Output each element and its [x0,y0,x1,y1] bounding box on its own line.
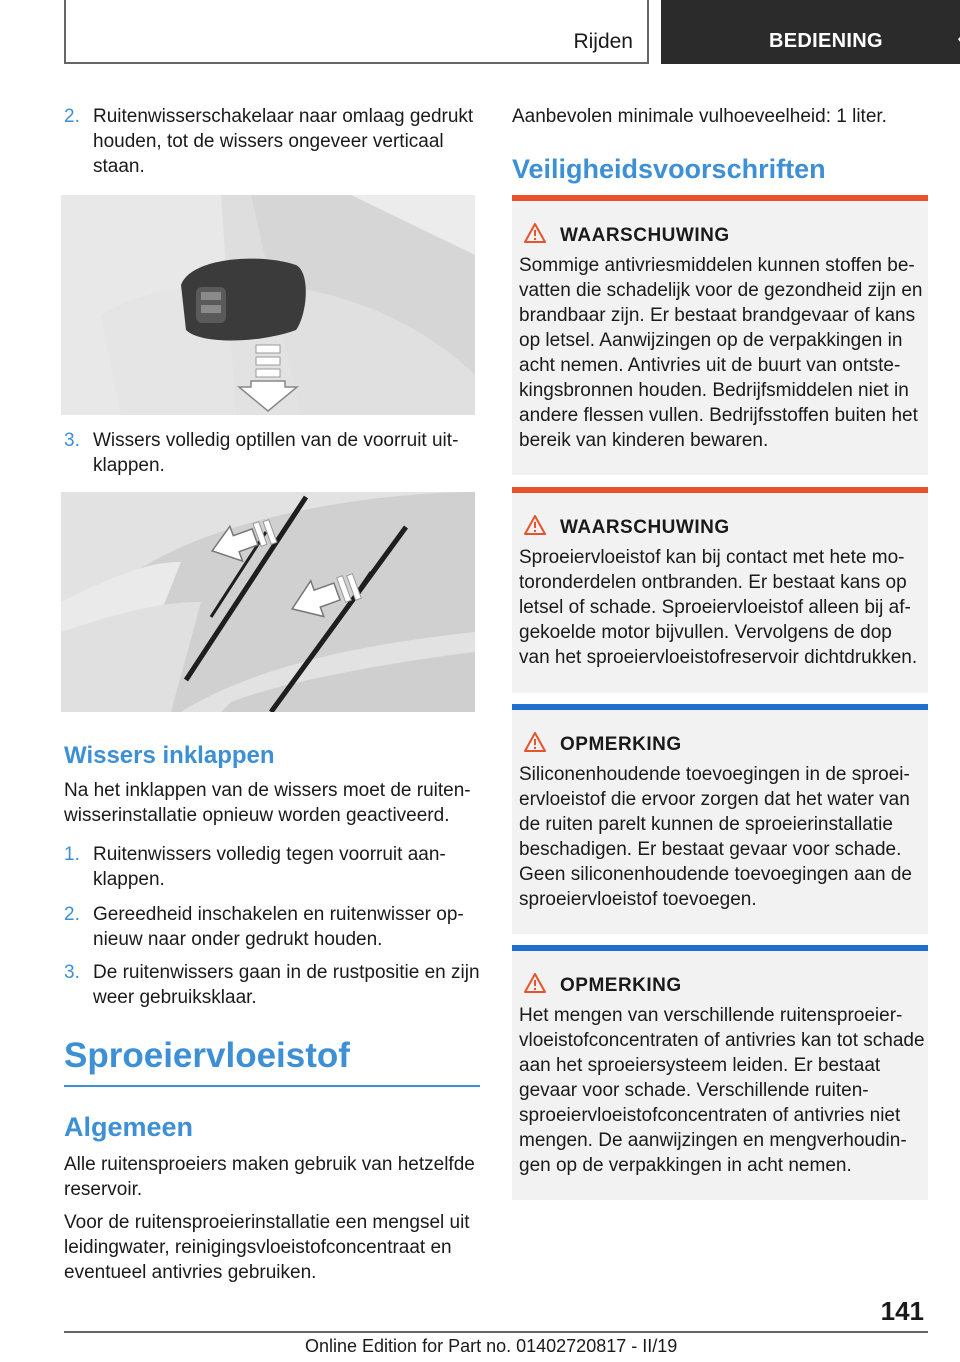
wipers-raised-figure [61,492,475,712]
wissers-intro-text: Na het inklappen van de wissers moet de ruitenwisserinstallatie opnieuw worden geactiveerd. [64,780,471,826]
notice-box [512,704,928,934]
warning-triangle-icon [524,973,546,993]
warning-text: Sproeiervloeistof kan bij contact met hete motoronderdelen ontbranden. Er bestaat kans op letsel of schade. Sproeiervloeistof alleen bij afgekoelde motor bijvullen. Vervolgens de dop van het sproeiervloeistofreservoir dichtdrukken. [519,547,918,668]
warning-box [512,195,928,475]
notice-bar [512,704,928,710]
step-number: 2. [64,106,80,127]
warning-title: WAARSCHUWING [560,517,730,538]
wissers-inklappen-heading: Wissers inklappen [64,742,275,769]
notice-text: Siliconenhoudende toevoegingen in de sproeiervloeistof die ervoor zorgen dat het water van de ruiten parelt kunnen de sproeierinstallatie beschadigen. Er bestaat gevaar voor schade. Geen siliconenhoudende toevoegingen aan de sproeiervloeistof toevoegen. [519,764,912,910]
header-chapter-label: BEDIENING [769,30,883,52]
step-text: De ruitenwissers gaan in de rustpositie en zijn weer gebruiksklaar. [93,962,480,1008]
step-number: 2. [64,904,80,925]
notice-bar [512,945,928,951]
step-text: Wissers volledig optillen van de voorruit uitklappen. [93,430,459,476]
footer-rule [64,1331,928,1333]
notice-title: OPMERKING [560,734,682,755]
safety-heading: Veiligheidsvoorschriften [512,154,826,184]
algemeen-heading: Algemeen [64,1112,194,1142]
footer-edition: Online Edition for Part no. 01402720817 - II/19 [305,1336,678,1356]
step-text: Ruitenwisserschakelaar naar omlaag gedrukt houden, tot de wissers ongeveer verticaal staan. [93,106,474,177]
step-number: 1. [64,844,80,865]
algemeen-paragraph: Alle ruitensproeiers maken gebruik van hetzelfde reservoir. [64,1154,475,1200]
header-section-label: Rijden [573,30,633,53]
warning-bar [512,487,928,493]
min-fill-text: Aanbevolen minimale vulhoeveelheid: 1 liter. [512,106,887,127]
header-section-tab [64,0,649,64]
notice-box [512,945,928,1200]
warning-bar [512,195,928,201]
algemeen-paragraph: Voor de ruitensproeierinstallatie een mengsel uit leidingwater, reinigingsvloeistofconcentraat en eventueel antivries gebruiken. [64,1212,470,1283]
warning-triangle-icon [524,223,546,243]
step-number: 3. [64,430,80,451]
header-chapter-tab [661,0,960,64]
section-title: Sproeiervloeistof [64,1036,350,1075]
warning-title: WAARSCHUWING [560,225,730,246]
warning-triangle-icon [524,732,546,752]
page-number: 141 [880,1296,924,1326]
wiper-switch-figure [61,195,475,415]
notice-title: OPMERKING [560,975,682,996]
step-text: Ruitenwissers volledig tegen voorruit aanklappen. [93,844,446,890]
warning-text: Sommige antivriesmiddelen kunnen stoffen bevatten die schadelijk voor de gezondheid zijn en brandbaar zijn. Er bestaat brandgevaar of kans op letsel. Aanwijzingen op de verpakkingen in acht nemen. Antivries uit de buurt van ontstekingsbronnen houden. Bedrijfsmiddelen niet in andere flessen vullen. Bedrijfsstoffen buiten het bereik van kinderen bewaren. [519,255,923,451]
warning-triangle-icon [524,515,546,535]
step-text: Gereedheid inschakelen en ruitenwisser opnieuw naar onder gedrukt houden. [93,904,464,950]
notice-text: Het mengen van verschillende ruitensproeiervloeistofconcentraten of antivries kan tot schade aan het sproeiersysteem leiden. Er bestaat gevaar voor schade. Verschillende ruitensproeiervloeistofconcentraten of antivries niet mengen. De aanwijzingen en mengverhoudingen op de verpakkingen in acht nemen. [519,1005,925,1176]
warning-box [512,487,928,693]
step-number: 3. [64,962,80,983]
section-title-rule [64,1085,480,1087]
